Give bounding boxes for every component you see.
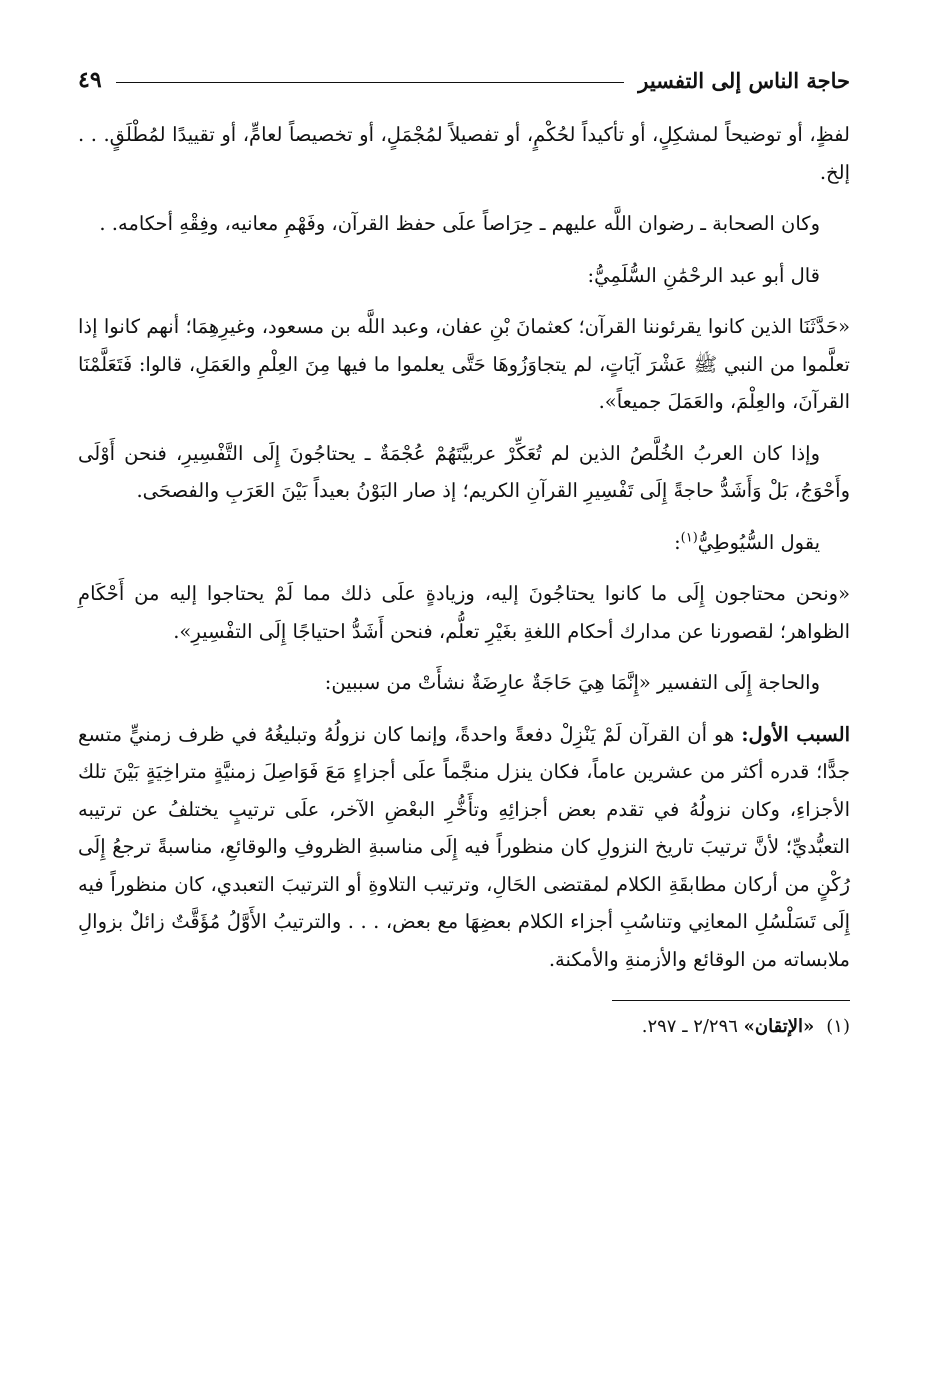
footnote-reference[interactable]: (١) <box>680 530 698 545</box>
paragraph-first-reason <box>78 716 850 979</box>
paragraph-two-reasons: والحاجة إِلَى التفسير «إِنَّمَا هِيَ حَاجَةٌ عارِضَةٌ نشأَتْ من سببين: <box>324 671 820 694</box>
running-title: حاجة الناس إلى التفسير <box>638 67 850 93</box>
book-page <box>78 58 850 1041</box>
footnote-mark: (١) <box>826 1016 850 1037</box>
footnote-item <box>78 1013 850 1041</box>
paragraph-companions: وكان الصحابة ـ رضوان اللَّه عليهم ـ حِرَاصاً علَى حفظ القرآن، وفَهْمِ معانيه، وفِقْهِ أحكامه. . <box>99 212 820 235</box>
page-number: ٤٩ <box>78 67 102 93</box>
running-head <box>78 58 850 102</box>
body-text <box>78 116 850 978</box>
paragraph-continuation: لفظٍ، أو توضيحاً لمشكِلٍ، أو تأكيداً لحُكْمٍ، أو تفصيلاً لمُجْمَلٍ، أو تخصيصاً لعامٍّ، أو تقييدًا لمُطْلَقٍ. . . إلخ. <box>78 123 850 184</box>
suyuti-colon: : <box>674 530 681 554</box>
footnote-separator <box>612 1000 850 1001</box>
paragraph-arabs-need: وإذا كان العربُ الخُلَّصُ الذين لم تُعَكِّرْ عربيَّتَهُمْ عُجْمَةٌ ـ يحتاجُونَ إِلَى التَّفْسِيرِ، فنحن أَوْلَى وأَحْوَجُ، بَلْ وَأَشَدُّ حاجةً إِلَى تَفْسِيرِ القرآنِ الكريم؛ إذ صار البَوْنُ بعيداً بَيْنَ العَرَبِ والفصحَى. <box>78 441 850 502</box>
first-reason-heading: السبب الأول: <box>741 722 850 746</box>
first-reason-text: هو أن القرآن لَمْ يَنْزِلْ دفعةً واحدةً، وإنما كان نزولُهُ وتبليغُهُ في ظرف زمنيٍّ متسع جدًّا؛ قدره أكثر من عشرين عاماً، فكان ينزل منجَّماً علَى أجزاءٍ مَعَ فَوَاصِلَ زمنيَّةٍ متراخِيَةٍ بَيْنَ تلك الأجزاءِ، وكان نزولُهُ في تقدم بعض أجزائِهِ وتأَخُّرِ البعْضِ الآخر، علَى ترتيبٍ يختلفُ عن ترتيبه التعبُّديِّ؛ لأنَّ ترتيبَ تاريخ النزولِ كان منظوراً فيه إِلَى مناسبةِ الظروفِ والوقائعِ، مناسبةً ترجعُ إِلَى رُكْنٍ من أركان مطابقَةِ الكلام لمقتضى الحَالِ، وترتيب التلاوةِ أو الترتيبَ التعبدي، كان منظوراً فيه إِلَى تَسَلْسُلِ المعانِي وتناسُبِ أجزاء الكلام بعضِهَا مع بعض، . . . والترتيبُ الأَوَّلُ مُؤَقَّتٌ زائلٌ بزوالِ ملابساته من الوقائع والأزمنةِ والأمكنة. <box>78 722 850 971</box>
paragraph-narrator-intro: قال أبو عبد الرحْمَٰنِ السُّلَمِيُّ: <box>587 263 820 287</box>
suyuti-label: يقول السُّيُوطِيُّ <box>697 530 820 554</box>
header-rule <box>116 82 625 83</box>
quotation-sulami: «حَدَّثَنَا الذين كانوا يقرئوننا القرآن؛ كعثمانَ بْنِ عفان، وعبد اللَّه بن مسعود، وغيرِهِمَا؛ أنهم كانوا إذا تعلَّموا من النبي ﷺ عَشْرَ آيَاتٍ، لم يتجاوَزُوهَا حَتَّى يعلموا ما فيها مِنَ العِلْمِ والعَمَلِ، قالوا: فَتَعَلَّمْنَا القرآنَ، والعِلْمَ، والعَمَلَ جميعاً». <box>78 315 850 413</box>
paragraph-suyuti-intro <box>78 524 850 562</box>
footnote-pages: ٢/٢٩٦ ـ ٢٩٧. <box>641 1016 744 1037</box>
quotation-suyuti: «ونحن محتاجون إِلَى ما كانوا يحتاجُونَ إليه، وزيادةٍ علَى ذلك مما لَمْ يحتاجوا إليه من أَحْكَامِ الظواهر؛ لقصورنا عن مدارك أحكام اللغةِ بغَيْرِ تعلُّم، فنحن أَشَدُّ احتياجًا إِلَى التفْسِيرِ». <box>78 582 850 643</box>
footnotes <box>78 1013 850 1041</box>
footnote-source: «الإتقان» <box>743 1016 815 1037</box>
